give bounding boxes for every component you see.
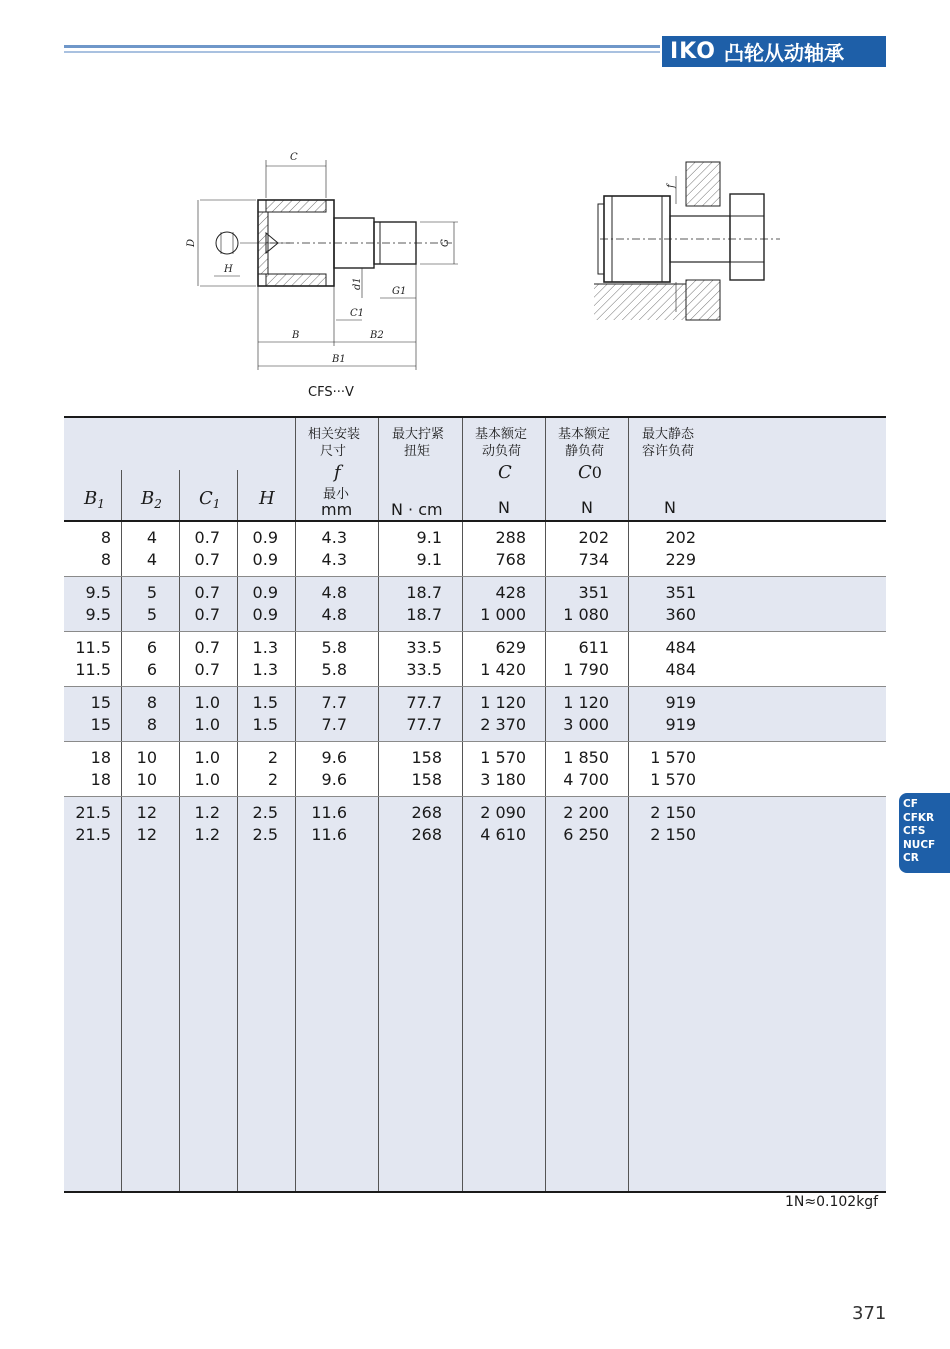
row-group: [64, 577, 886, 632]
table-bottom-rule: [64, 1191, 886, 1193]
column-separator: [378, 522, 379, 576]
table-cell: 10: [136, 748, 157, 767]
table-cell: 4: [146, 550, 157, 569]
table-cell: 9.6: [321, 748, 347, 767]
label-g1: G1: [392, 286, 407, 297]
table-cell: 611: [578, 638, 609, 657]
column-separator: [179, 577, 180, 631]
table-cell: 5.8: [321, 660, 347, 679]
column-separator: [378, 742, 379, 796]
column-separator: [628, 687, 629, 741]
table-cell: 15: [90, 693, 111, 712]
table-cell: 202: [578, 528, 609, 547]
table-cell: 7.7: [321, 715, 347, 734]
col-dynamic-header: 基本额定 动负荷: [475, 427, 528, 459]
table-cell: 18: [90, 748, 111, 767]
section-tab[interactable]: [899, 793, 950, 873]
column-separator: [179, 687, 180, 741]
table-cell: 4 610: [480, 825, 526, 844]
table-cell: 158: [411, 748, 442, 767]
table-cell: 15: [90, 715, 111, 734]
table-cell: 77.7: [406, 715, 442, 734]
column-separator: [179, 742, 180, 796]
table-cell: 6: [146, 660, 157, 679]
tab-nucf: NUCF: [903, 838, 936, 851]
table-cell: 0.7: [194, 550, 220, 569]
table-cell: 12: [136, 803, 157, 822]
table-cell: 1.5: [252, 693, 278, 712]
col-static-header: 基本额定 静负荷: [558, 427, 611, 459]
table-body: [64, 522, 886, 1191]
header-sep: [462, 418, 463, 520]
table-cell: 1 850: [563, 748, 609, 767]
table-cell: 2 370: [480, 715, 526, 734]
table-cell: 1.0: [194, 748, 220, 767]
column-separator: [295, 522, 296, 576]
col-mount-header: 相关安装 尺寸: [308, 427, 361, 459]
table-cell: 0.7: [194, 660, 220, 679]
table-cell: 0.7: [194, 638, 220, 657]
table-cell: 7.7: [321, 693, 347, 712]
column-separator: [121, 522, 122, 576]
table-cell: 2: [267, 748, 278, 767]
header-sep: [545, 418, 546, 520]
header-sep: [121, 470, 122, 520]
column-separator: [237, 687, 238, 741]
table-cell: 1.5: [252, 715, 278, 734]
table-cell: 1 570: [650, 748, 696, 767]
table-cell: 0.9: [252, 528, 278, 547]
column-separator: [628, 577, 629, 631]
column-separator: [295, 632, 296, 686]
col-mount-unit: mm: [321, 500, 353, 519]
table-cell: 8: [146, 693, 157, 712]
table-cell: 0.9: [252, 550, 278, 569]
header-sep: [237, 470, 238, 520]
table-cell: 8: [100, 528, 111, 547]
column-separator: [545, 522, 546, 576]
page-title: 凸轮从动轴承: [723, 41, 844, 65]
table-cell: 734: [578, 550, 609, 569]
table-cell: 351: [665, 583, 696, 602]
col-dynamic-unit: N: [498, 498, 510, 517]
table-cell: 5: [146, 605, 157, 624]
column-separator: [545, 577, 546, 631]
table-cell: 33.5: [406, 660, 442, 679]
table-cell: 1 570: [650, 770, 696, 789]
column-separator: [628, 522, 629, 576]
table-cell: 9.6: [321, 770, 347, 789]
table-cell: 1 570: [480, 748, 526, 767]
table-cell: 3 180: [480, 770, 526, 789]
header-sep: [628, 418, 629, 520]
col-b2-header: $B_2$: [141, 488, 162, 511]
label-g: G: [440, 239, 451, 247]
table-header: [64, 418, 886, 520]
label-b: B: [292, 330, 300, 341]
table-cell: 1.2: [194, 803, 220, 822]
label-c1: C1: [350, 308, 365, 319]
table-cell: 484: [665, 660, 696, 679]
column-separator: [295, 687, 296, 741]
column-separator: [462, 797, 463, 1191]
table-cell: 5: [146, 583, 157, 602]
table-cell: 6 250: [563, 825, 609, 844]
column-separator: [237, 632, 238, 686]
table-cell: 77.7: [406, 693, 442, 712]
table-cell: 2.5: [252, 803, 278, 822]
table-cell: 1.2: [194, 825, 220, 844]
col-mount-symbol: f: [334, 462, 341, 483]
table-cell: 2 150: [650, 803, 696, 822]
table-cell: 0.9: [252, 583, 278, 602]
table-cell: 1 080: [563, 605, 609, 624]
column-separator: [378, 577, 379, 631]
table-cell: 229: [665, 550, 696, 569]
column-separator: [121, 632, 122, 686]
table-cell: 919: [665, 715, 696, 734]
col-maxstatic-header: 最大静态 容许负荷: [642, 427, 695, 459]
table-cell: 360: [665, 605, 696, 624]
column-separator: [295, 797, 296, 1191]
table-cell: 0.9: [252, 605, 278, 624]
table-cell: 5.8: [321, 638, 347, 657]
column-separator: [545, 687, 546, 741]
column-separator: [545, 742, 546, 796]
col-b1-header: $B_1$: [84, 488, 105, 511]
column-separator: [237, 797, 238, 1191]
table-cell: 202: [665, 528, 696, 547]
dimension-table: [64, 416, 886, 1193]
col-h-header: H: [259, 488, 275, 509]
table-cell: 6: [146, 638, 157, 657]
col-maxstatic-unit: N: [664, 498, 676, 517]
table-cell: 428: [495, 583, 526, 602]
col-dynamic-symbol: C: [498, 462, 512, 483]
column-separator: [545, 632, 546, 686]
label-h: H: [224, 264, 233, 275]
table-cell: 1 120: [480, 693, 526, 712]
table-cell: 11.5: [75, 638, 111, 657]
column-separator: [378, 687, 379, 741]
col-static-symbol: C0: [578, 462, 602, 483]
col-c1-header: $C_1$: [199, 488, 221, 511]
table-cell: 9.5: [85, 583, 111, 602]
table-cell: 268: [411, 825, 442, 844]
table-cell: 158: [411, 770, 442, 789]
header-sep: [378, 418, 379, 520]
iko-logo: IKO: [670, 39, 716, 64]
row-group: [64, 522, 886, 577]
column-separator: [121, 797, 122, 1191]
table-cell: 9.5: [85, 605, 111, 624]
table-cell: 2 200: [563, 803, 609, 822]
column-separator: [545, 797, 546, 1191]
table-cell: 4.8: [321, 605, 347, 624]
table-cell: 4 700: [563, 770, 609, 789]
column-separator: [628, 632, 629, 686]
table-cell: 1.0: [194, 715, 220, 734]
table-cell: 11.6: [311, 803, 347, 822]
col-static-unit: N: [581, 498, 593, 517]
table-cell: 12: [136, 825, 157, 844]
table-cell: 3 000: [563, 715, 609, 734]
table-cell: 0.7: [194, 605, 220, 624]
table-cell: 351: [578, 583, 609, 602]
table-cell: 9.1: [416, 550, 442, 569]
table-cell: 4: [146, 528, 157, 547]
table-cell: 21.5: [75, 825, 111, 844]
label-c: C: [290, 152, 298, 163]
table-cell: 768: [495, 550, 526, 569]
footnote: 1N≈0.102kgf: [785, 1194, 879, 1210]
label-b2: B2: [370, 330, 384, 341]
label-b1: B1: [332, 354, 346, 365]
table-cell: 8: [100, 550, 111, 569]
column-separator: [237, 742, 238, 796]
table-cell: 33.5: [406, 638, 442, 657]
table-cell: 18.7: [406, 583, 442, 602]
header-sep: [295, 418, 296, 520]
column-separator: [121, 742, 122, 796]
table-cell: 21.5: [75, 803, 111, 822]
label-d: D: [186, 238, 197, 247]
column-separator: [179, 632, 180, 686]
table-cell: 18: [90, 770, 111, 789]
header-sep: [179, 470, 180, 520]
table-cell: 4.3: [321, 528, 347, 547]
table-cell: 11.6: [311, 825, 347, 844]
table-cell: 629: [495, 638, 526, 657]
table-cell: 4.3: [321, 550, 347, 569]
column-separator: [237, 577, 238, 631]
table-cell: 0.7: [194, 528, 220, 547]
row-group: [64, 632, 886, 687]
column-separator: [628, 742, 629, 796]
table-cell: 1 420: [480, 660, 526, 679]
tab-cfkr: CFKR: [903, 811, 935, 824]
row-group: [64, 742, 886, 797]
table-cell: 2 090: [480, 803, 526, 822]
bearing-drawing: [0, 0, 950, 420]
table-cell: 10: [136, 770, 157, 789]
column-separator: [462, 577, 463, 631]
col-mount-note: 最小: [323, 487, 350, 502]
table-cell: 9.1: [416, 528, 442, 547]
page-number: 371: [852, 1303, 887, 1324]
table-cell: 2 150: [650, 825, 696, 844]
table-cell: 0.7: [194, 583, 220, 602]
table-cell: 4.8: [321, 583, 347, 602]
table-cell: 268: [411, 803, 442, 822]
column-separator: [121, 687, 122, 741]
column-separator: [378, 632, 379, 686]
table-cell: 2.5: [252, 825, 278, 844]
column-separator: [295, 742, 296, 796]
table-cell: 1 120: [563, 693, 609, 712]
table-cell: 919: [665, 693, 696, 712]
table-cell: 2: [267, 770, 278, 789]
row-group: [64, 797, 886, 1191]
table-cell: 18.7: [406, 605, 442, 624]
table-cell: 1.0: [194, 693, 220, 712]
tab-cr: CR: [903, 852, 919, 864]
label-d1: d1: [352, 277, 363, 290]
table-cell: 11.5: [75, 660, 111, 679]
column-separator: [295, 577, 296, 631]
row-group: [64, 687, 886, 742]
table-cell: 1.0: [194, 770, 220, 789]
column-separator: [628, 797, 629, 1191]
table-cell: 1 790: [563, 660, 609, 679]
table-cell: 1 000: [480, 605, 526, 624]
table-cell: 484: [665, 638, 696, 657]
label-f: f: [666, 184, 677, 188]
tab-cfs: CFS: [903, 825, 926, 837]
table-cell: 1.3: [252, 638, 278, 657]
column-separator: [462, 742, 463, 796]
column-separator: [179, 522, 180, 576]
column-separator: [121, 577, 122, 631]
column-separator: [378, 797, 379, 1191]
tab-cf: CF: [903, 798, 918, 810]
drawing-caption: CFS···V: [308, 385, 354, 400]
table-cell: 288: [495, 528, 526, 547]
table-cell: 1.3: [252, 660, 278, 679]
table-cell: 8: [146, 715, 157, 734]
column-separator: [462, 687, 463, 741]
col-torque-unit: N · cm: [391, 500, 443, 519]
column-separator: [462, 632, 463, 686]
column-separator: [237, 522, 238, 576]
column-separator: [462, 522, 463, 576]
col-torque-header: 最大拧紧 扭矩: [392, 427, 445, 459]
column-separator: [179, 797, 180, 1191]
